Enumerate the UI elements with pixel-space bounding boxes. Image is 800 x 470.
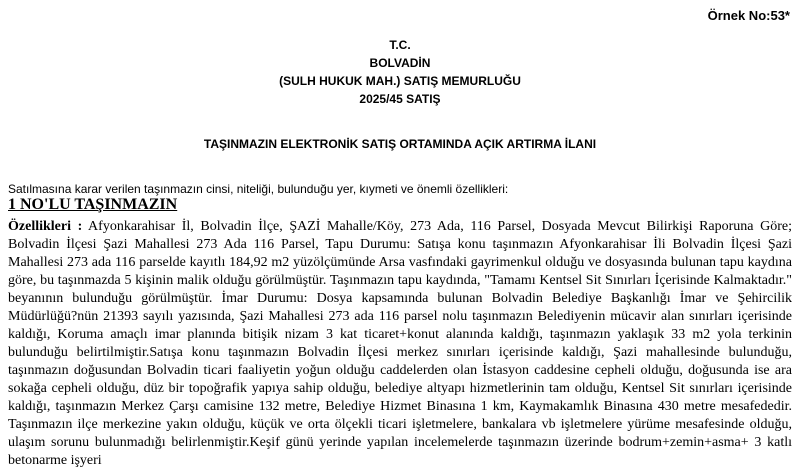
announcement-title: TAŞINMAZIN ELEKTRONİK SATIŞ ORTAMINDA AÇIK ARTIRMA İLANI [203, 137, 597, 151]
form-number: Örnek No:53* [707, 8, 790, 23]
header-line-office: (SULH HUKUK MAH.) SATIŞ MEMURLUĞU [279, 74, 521, 88]
intro-text: Satılmasına karar verilen taşınmazın cinsi, niteliği, bulunduğu yer, kıymeti ve önemli özellikleri: [8, 182, 509, 196]
document-header [0, 36, 800, 108]
property-description [8, 218, 792, 470]
lot-title: 1 NO'LU TAŞINMAZIN [8, 196, 178, 213]
properties-text: Afyonkarahisar İl, Bolvadin İlçe, ŞAZİ Mahalle/Köy, 273 Ada, 116 Parsel, Dosyada Mevcut Bilirkişi Raporuna Göre; Bolvadin İlçesi Şazi Mahallesi 273 Ada 116 Parsel, Tapu Durumu: Satışa konu taşınmazın Afyonkarahisar İli Bolvadin İlçesi Şazi Mahallesi 273 ada 116 parselde kayıtlı 184,92 m2 yüzölçümünde Arsa vasfındaki gayrimenkul olduğu ve dosyasında bulunan tapu kaydına göre, bu taşınmazda 5 kişinin malik olduğu görülmüştür. Taşınmazın tapu kaydında, "Tamamı Kentsel Sit Sınırları İçerisinde Kalmaktadır." beyanının bulunduğu görülmüştür. İmar Durumu: Dosya kapsamında bulunan Bolvadin Belediye Başkanlığı İmar ve Şehircilik Müdürlüğü?nün 21393 sayılı yazısında, Şazi Mahallesi 273 ada 116 parsel nolu taşınmazın Belediyenin mücavir alan sınırları içerisinde kaldığı, Koruma amaçlı imar planında bitişik nizam 3 kat ticaret+konut alanında kaldığı, taşınmazın yaklaşık 33 m2 yola terkinin bulunduğu belirtilmiştir.Satışa konu taşınmazın Bolvadin İlçesi merkez sınırları içerisinde kaldığı, Şazi mahallesinde bulunduğu, taşınmazın doğusundan Bolvadin ticari faaliyetin yoğun olduğu caddelerden olan İstasyon caddesine cepheli olduğu, doğusunda ise ara sokağa cepheli olduğu, düz bir topoğrafik yapıya sahip olduğu, belediye altyapı hizmetlerinin tam olduğu, Kentsel Sit sınırları içerisinde kaldığı, taşınmazın Merkez Çarşı camisine 132 metre, Belediye Hizmet Binasına 1 km, Kaymakamlık Binasına 430 metre mesafededir. Taşınmazın ilçe merkezine yakın olduğu, küçük ve orta ölçekli ticari işletmelere, bankalara vb işletmelere yürüme mesafesinde olduğu, ulaşım sorunu bulunmadığı belirlenmiştir.Keşif günü yerinde yapılan incelemelerde taşınmazın üzerinde bodrum+zemin+asma+ 3 katlı betonarme işyeri [8, 219, 792, 468]
header-line-district: BOLVADİN [369, 56, 431, 70]
header-line-tc: T.C. [389, 38, 411, 52]
header-line-case-no: 2025/45 SATIŞ [359, 92, 441, 106]
properties-label: Özellikleri : [8, 219, 83, 234]
